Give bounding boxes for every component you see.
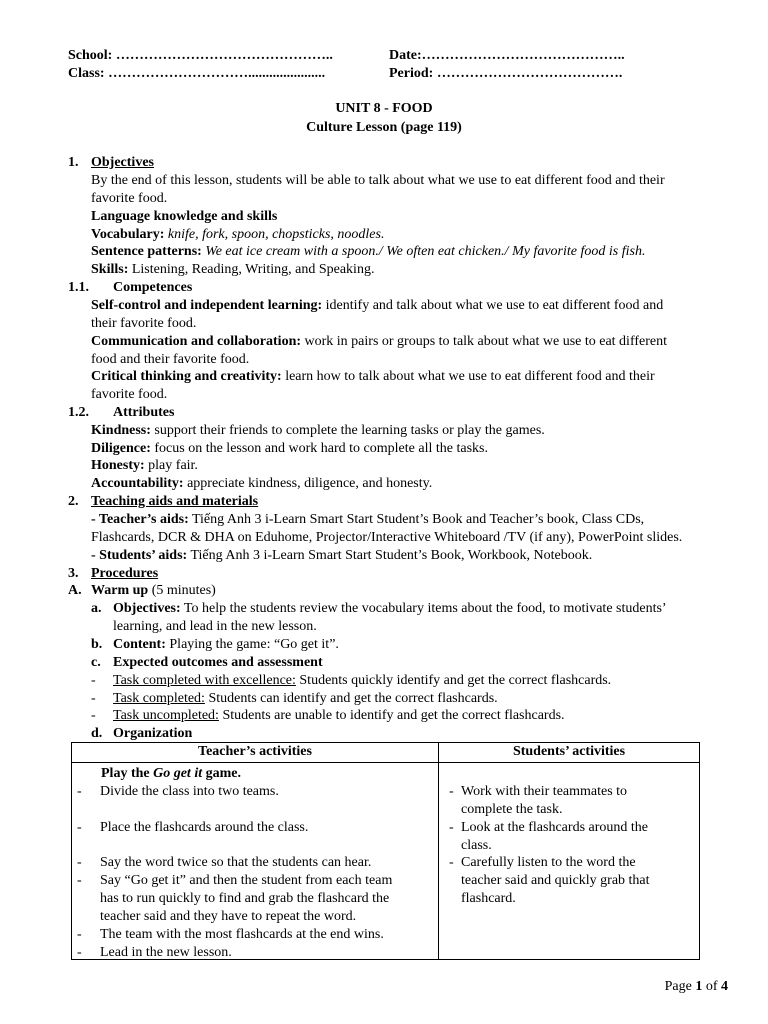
warmup-content-label: Content: [113, 637, 166, 652]
page-number [665, 978, 728, 996]
date-dots: …………………………………….. [421, 48, 625, 63]
competences-num: 1.1. [68, 280, 89, 295]
date-label: Date: [389, 48, 422, 63]
date-field [389, 47, 625, 65]
student-step-3-line-3: flashcard. [461, 891, 516, 906]
teacher-step-6: Lead in the new lesson. [100, 945, 232, 960]
student-step-3-line-2: teacher said and quickly grab that [461, 873, 650, 888]
teachers-aids-line [91, 511, 644, 529]
sentence-patterns-label: Sentence patterns: [91, 244, 202, 259]
student-step-3-line-1: Carefully listen to the word the [461, 855, 636, 870]
communication-label: Communication and collaboration: [91, 334, 302, 349]
game-name: Go get it [153, 766, 203, 781]
warmup-objectives-label: Objectives: [113, 601, 181, 616]
objectives-heading: Objectives [91, 155, 154, 170]
skills-text: Listening, Reading, Writing, and Speaking. [128, 262, 375, 277]
warmup-objectives-text-2: learning, and lead in the new lesson. [113, 619, 317, 634]
accountability-text: appreciate kindness, diligence, and honesty. [183, 476, 433, 491]
game-title [101, 765, 241, 783]
page-total: 4 [721, 979, 728, 994]
critical-thinking-label: Critical thinking and creativity: [91, 369, 282, 384]
teacher-step-2: Place the flashcards around the class. [100, 820, 309, 835]
teaching-aids-num: 2. [68, 494, 79, 509]
table-header-row [72, 743, 700, 763]
outcome-excellence-label: Task completed with excellence: [113, 673, 296, 688]
communication-text: work in pairs or groups to talk about what we use to eat different [301, 334, 667, 349]
teacher-step-4-line-1: Say “Go get it” and then the student from each team [100, 873, 393, 888]
critical-thinking-line [91, 368, 655, 386]
skills-line [91, 261, 374, 279]
page-current: 1 [695, 979, 703, 994]
warmup-objectives-text: To help the students review the vocabulary items about the food, to motivate students’ [180, 601, 667, 616]
outcome-dash: - [91, 691, 96, 706]
student-step-1-line-1: Work with their teammates to [461, 784, 628, 799]
class-field [68, 65, 325, 83]
objectives-intro-2: favorite food. [91, 191, 168, 206]
outcome-excellence-text: Students quickly identify and get the correct flashcards. [295, 673, 612, 688]
bullet-dash: - [77, 873, 82, 888]
game-title-post: game. [202, 766, 241, 781]
diligence-label: Diligence: [91, 441, 151, 456]
accountability-label: Accountability: [91, 476, 184, 491]
critical-thinking-text-2: favorite food. [91, 387, 168, 402]
communication-text-2: food and their favorite food. [91, 352, 250, 367]
warmup-objectives-line [113, 600, 667, 618]
class-dots: …………………………...................... [108, 66, 326, 81]
warmup-line [91, 582, 216, 600]
outcome-completed-label: Task completed: [113, 691, 205, 706]
outcome-dash: - [91, 708, 96, 723]
game-title-pre: Play the [101, 766, 154, 781]
warmup-letter: A. [68, 583, 82, 598]
teacher-step-4-line-2: has to run quickly to find and grab the flashcard the [100, 891, 390, 906]
school-field [68, 47, 333, 65]
class-label: Class: [68, 66, 105, 81]
warmup-heading: Warm up [91, 583, 149, 598]
objectives-num: 1. [68, 155, 79, 170]
attributes-heading: Attributes [113, 405, 175, 420]
students-activities-header: Students’ activities [439, 743, 700, 763]
students-activities-cell [439, 763, 700, 960]
warmup-content-line [113, 636, 339, 654]
organization-heading: Organization [113, 726, 193, 741]
teacher-step-3: Say the word twice so that the students can hear. [100, 855, 372, 870]
honesty-text: play fair. [144, 458, 198, 473]
teacher-step-4-line-3: teacher said and they have to repeat the word. [100, 909, 357, 924]
sentence-patterns-text: We eat ice cream with a spoon./ We often eat chicken./ My favorite food is fish. [201, 244, 646, 259]
school-dots: ……………………………………….. [115, 48, 333, 63]
vocabulary-text: knife, fork, spoon, chopsticks, noodles. [164, 227, 385, 242]
item-c-letter: c. [91, 655, 101, 670]
vocabulary-label: Vocabulary: [91, 227, 165, 242]
outcome-excellence-line [113, 672, 611, 690]
school-label: School: [68, 48, 113, 63]
competences-heading: Competences [113, 280, 193, 295]
students-aids-line [91, 547, 592, 565]
organization-table [71, 742, 700, 960]
unit-title: UNIT 8 - FOOD [335, 101, 433, 116]
self-control-label: Self-control and independent learning: [91, 298, 323, 313]
outcome-uncompleted-label: Task uncompleted: [113, 708, 219, 723]
bullet-dash: - [77, 945, 82, 960]
outcome-completed-line [113, 690, 498, 708]
vocabulary-line [91, 226, 384, 244]
kindness-line [91, 422, 545, 440]
honesty-label: Honesty: [91, 458, 145, 473]
period-label: Period: [389, 66, 434, 81]
teacher-step-1: Divide the class into two teams. [100, 784, 279, 799]
student-step-2-line-2: class. [461, 838, 492, 853]
period-dots: …………………………………. [436, 66, 623, 81]
bullet-dash: - [449, 784, 454, 799]
self-control-text-2: their favorite food. [91, 316, 197, 331]
outcome-uncompleted-text: Students are unable to identify and get the correct flashcards. [218, 708, 565, 723]
attributes-num: 1.2. [68, 405, 89, 420]
student-step-2-line-1: Look at the flashcards around the [461, 820, 648, 835]
warmup-content-text: Playing the game: “Go get it”. [165, 637, 339, 652]
skills-label: Skills: [91, 262, 129, 277]
communication-line [91, 333, 667, 351]
period-field [389, 65, 622, 83]
teachers-aids-text: Tiếng Anh 3 i-Learn Smart Start Student’s Book and Teacher’s book, Class CDs, [188, 512, 645, 527]
bullet-dash: - [449, 855, 454, 870]
outcome-uncompleted-line [113, 707, 565, 725]
bullet-dash: - [77, 855, 82, 870]
item-a-letter: a. [91, 601, 102, 616]
teacher-activities-header: Teacher’s activities [72, 743, 439, 763]
table-row [72, 763, 700, 960]
bullet-dash: - [77, 820, 82, 835]
teachers-aids-label: - Teacher’s aids: [91, 512, 189, 527]
students-aids-text: Tiếng Anh 3 i-Learn Smart Start Student’s Book, Workbook, Notebook. [187, 548, 593, 563]
teacher-activities-cell [72, 763, 439, 960]
teachers-aids-text-2: Flashcards, DCR & DHA on Eduhome, Projector/Interactive Whiteboard /TV (if any), PowerPoint slides. [91, 530, 683, 545]
teacher-step-5: The team with the most flashcards at the end wins. [100, 927, 384, 942]
outcome-dash: - [91, 673, 96, 688]
teaching-aids-heading: Teaching aids and materials [91, 494, 259, 509]
bullet-dash: - [449, 820, 454, 835]
students-aids-label: - Students’ aids: [91, 548, 188, 563]
page-label: Page [664, 979, 696, 994]
outcome-completed-text: Students can identify and get the correct flashcards. [204, 691, 498, 706]
procedures-heading: Procedures [91, 566, 159, 581]
expected-outcomes-heading: Expected outcomes and assessment [113, 655, 323, 670]
kindness-text: support their friends to complete the learning tasks or play the games. [150, 423, 545, 438]
warmup-duration: (5 minutes) [148, 583, 216, 598]
item-d-letter: d. [91, 726, 103, 741]
self-control-line [91, 297, 663, 315]
sentence-patterns-line [91, 243, 645, 261]
critical-thinking-text: learn how to talk about what we use to eat different food and their [281, 369, 655, 384]
objectives-intro-1: By the end of this lesson, students will be able to talk about what we use to eat different food and their [91, 173, 665, 188]
item-b-letter: b. [91, 637, 103, 652]
bullet-dash: - [77, 927, 82, 942]
language-knowledge-heading: Language knowledge and skills [91, 209, 278, 224]
accountability-line [91, 475, 432, 493]
page-of: of [702, 979, 721, 994]
kindness-label: Kindness: [91, 423, 151, 438]
procedures-num: 3. [68, 566, 79, 581]
honesty-line [91, 457, 198, 475]
lesson-title: Culture Lesson (page 119) [306, 120, 462, 135]
student-step-1-line-2: complete the task. [461, 802, 563, 817]
diligence-text: focus on the lesson and work hard to complete all the tasks. [150, 441, 488, 456]
diligence-line [91, 440, 488, 458]
self-control-text: identify and talk about what we use to eat different food and [322, 298, 664, 313]
bullet-dash: - [77, 784, 82, 799]
